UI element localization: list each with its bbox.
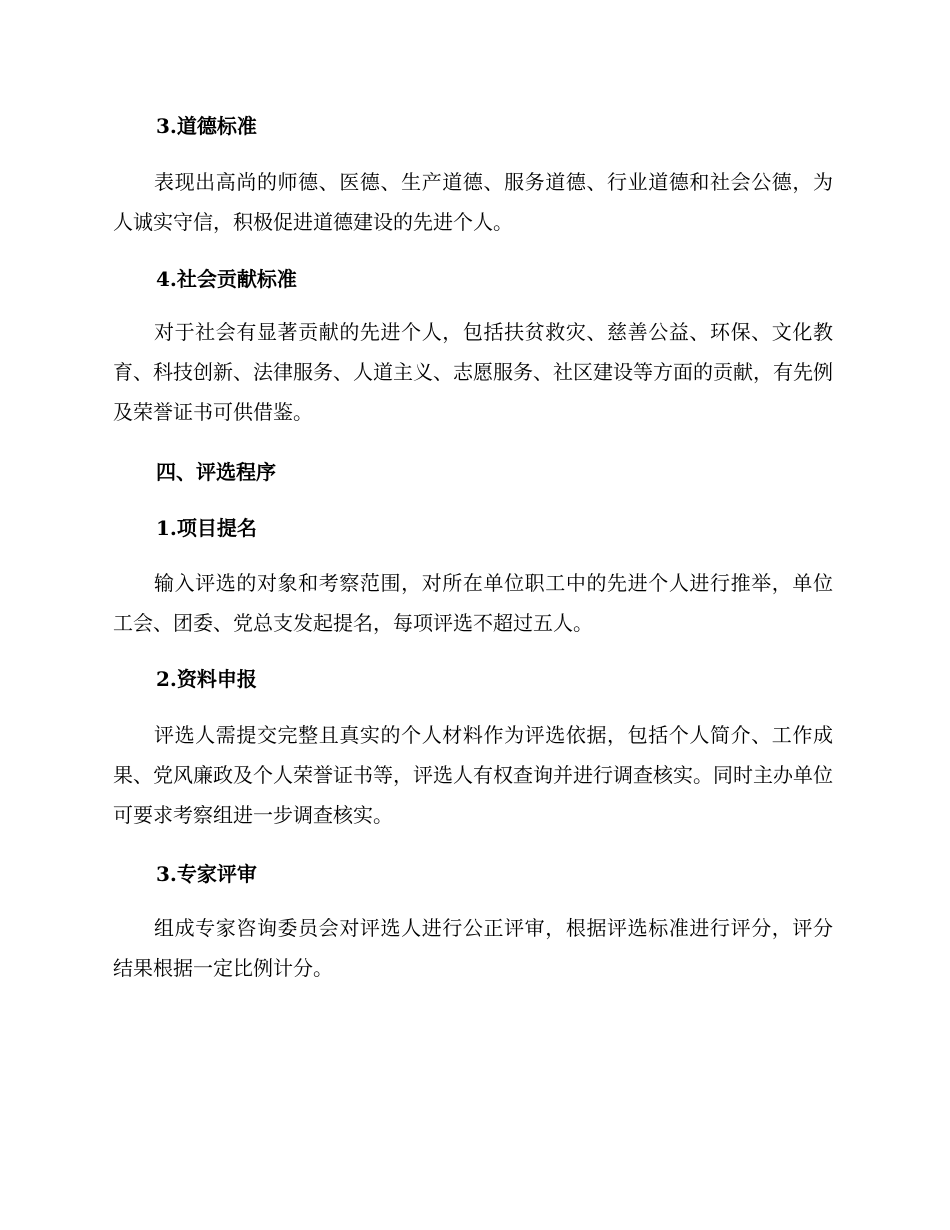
heading-moral-standard: 3.道德标准 — [156, 114, 257, 138]
paragraph-social-contribution: 对于社会有显著贡献的先进个人，包括扶贫救灾、慈善公益、环保、文化教育、科技创新、法律服务、人道主义、志愿服务、社区建设等方面的贡献，有先例及荣誉证书可供借鉴。 — [113, 320, 833, 424]
paragraph-moral-standard: 表现出高尚的师德、医德、生产道德、服务道德、行业道德和社会公德，为人诚实守信，积极促进道德建设的先进个人。 — [113, 170, 833, 234]
paragraph-material-submission: 评选人需提交完整且真实的个人材料作为评选依据，包括个人简介、工作成果、党风廉政及个人荣誉证书等，评选人有权查询并进行调查核实。同时主办单位可要求考察组进一步调查核实。 — [113, 723, 833, 827]
heading-project-nomination: 1.项目提名 — [156, 516, 257, 540]
heading-expert-review: 3.专家评审 — [156, 862, 257, 886]
heading-social-contribution: 4.社会贡献标准 — [156, 267, 297, 291]
heading-material-submission: 2.资料申报 — [156, 667, 257, 691]
paragraph-project-nomination: 输入评选的对象和考察范围，对所在单位职工中的先进个人进行推举，单位工会、团委、党总支发起提名，每项评选不超过五人。 — [113, 571, 833, 635]
paragraph-expert-review: 组成专家咨询委员会对评选人进行公正评审，根据评选标准进行评分，评分结果根据一定比例计分。 — [113, 916, 833, 980]
heading-selection-procedure: 四、评选程序 — [156, 460, 276, 484]
